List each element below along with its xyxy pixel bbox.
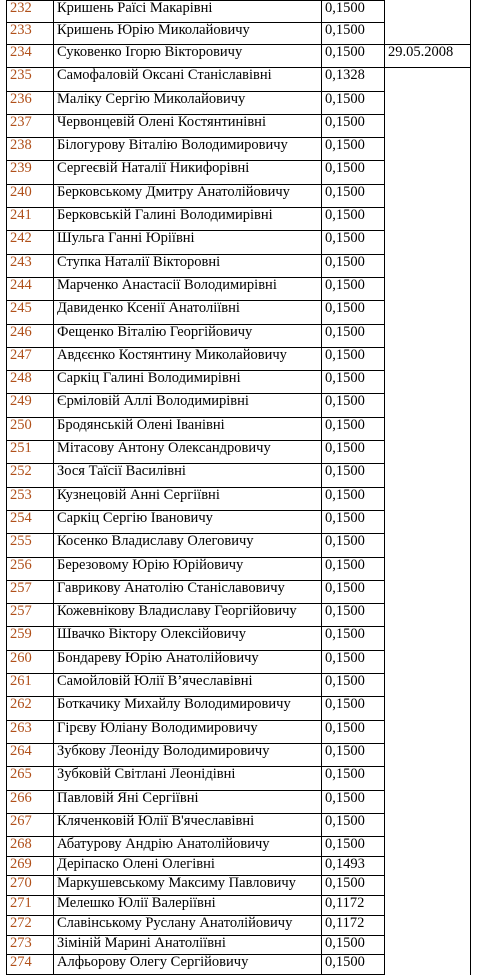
table-row — [7, 790, 471, 813]
row-number: 255 — [7, 534, 54, 557]
row-number: 232 — [7, 1, 54, 23]
plot-area: 0,1500 — [322, 743, 385, 766]
table-row — [7, 23, 471, 45]
decision-date — [385, 184, 471, 207]
table-row — [7, 324, 471, 347]
plot-area: 0,1500 — [322, 510, 385, 533]
decision-date — [385, 604, 471, 627]
table-row — [7, 935, 471, 955]
row-number: 245 — [7, 301, 54, 324]
recipient-name: Давиденко Ксенії Анатоліївні — [54, 301, 322, 324]
decision-date — [385, 720, 471, 743]
recipient-name: Єрміловій Аллі Володимирівні — [54, 394, 322, 417]
decision-date — [385, 896, 471, 916]
decision-date — [385, 650, 471, 673]
decision-date — [385, 790, 471, 813]
recipient-name: Авдєєнко Костянтину Миколайовичу — [54, 347, 322, 370]
recipient-name: Кляченковій Юлії В'ячеславівні — [54, 813, 322, 836]
table-row — [7, 876, 471, 896]
table-row — [7, 534, 471, 557]
plot-area: 0,1500 — [322, 277, 385, 300]
decision-date — [385, 254, 471, 277]
decision-date — [385, 627, 471, 650]
table-row — [7, 837, 471, 857]
table-row — [7, 604, 471, 627]
table-row — [7, 277, 471, 300]
plot-area: 0,1500 — [322, 935, 385, 955]
table-row — [7, 955, 471, 975]
plot-area: 0,1500 — [322, 301, 385, 324]
decision-date — [385, 464, 471, 487]
table-row — [7, 510, 471, 533]
recipient-name: Косенко Владиславу Олеговичу — [54, 534, 322, 557]
plot-area: 0,1500 — [322, 114, 385, 137]
table-row — [7, 767, 471, 790]
row-number: 257 — [7, 580, 54, 603]
table-row — [7, 1, 471, 23]
recipient-name: Березовому Юрію Юрійовичу — [54, 557, 322, 580]
recipient-name: Шульга Ганні Юріївні — [54, 231, 322, 254]
plot-area: 0,1493 — [322, 856, 385, 876]
recipient-name: Маркушевському Максиму Павловичу — [54, 876, 322, 896]
row-number: 260 — [7, 650, 54, 673]
table-row — [7, 231, 471, 254]
decision-date — [385, 510, 471, 533]
row-number: 248 — [7, 371, 54, 394]
decision-date — [385, 1, 471, 23]
row-number: 271 — [7, 896, 54, 916]
plot-area: 0,1500 — [322, 1, 385, 23]
decision-date — [385, 813, 471, 836]
decision-date — [385, 955, 471, 975]
recipient-name: Бродянській Олені Іванівні — [54, 417, 322, 440]
decision-date — [385, 371, 471, 394]
plot-area: 0,1500 — [322, 557, 385, 580]
recipient-name: Зося Таїсії Василівні — [54, 464, 322, 487]
plot-area: 0,1500 — [322, 720, 385, 743]
plot-area: 0,1500 — [322, 876, 385, 896]
right-border-line — [470, 0, 471, 975]
plot-area: 0,1500 — [322, 231, 385, 254]
row-number: 246 — [7, 324, 54, 347]
row-number: 273 — [7, 935, 54, 955]
table-row — [7, 627, 471, 650]
plot-area: 0,1500 — [322, 347, 385, 370]
decision-date — [385, 915, 471, 935]
plot-area: 0,1500 — [322, 697, 385, 720]
plot-area: 0,1500 — [322, 254, 385, 277]
row-number: 249 — [7, 394, 54, 417]
plot-area: 0,1500 — [322, 324, 385, 347]
recipient-name: Славінському Руслану Анатолійовичу — [54, 915, 322, 935]
recipient-name: Кузнецовій Анні Сергіївні — [54, 487, 322, 510]
row-number: 272 — [7, 915, 54, 935]
plot-area: 0,1500 — [322, 604, 385, 627]
row-number: 269 — [7, 856, 54, 876]
table-row — [7, 464, 471, 487]
decision-date — [385, 394, 471, 417]
row-number: 270 — [7, 876, 54, 896]
table-row — [7, 114, 471, 137]
table-row — [7, 441, 471, 464]
decision-date — [385, 935, 471, 955]
recipient-name: Боткачику Михайлу Володимировичу — [54, 697, 322, 720]
table-row — [7, 743, 471, 766]
row-number: 239 — [7, 161, 54, 184]
plot-area: 0,1172 — [322, 896, 385, 916]
decision-date — [385, 161, 471, 184]
decision-date — [385, 876, 471, 896]
recipient-name: Самойловій Юлії В’ячеславівні — [54, 674, 322, 697]
row-number: 242 — [7, 231, 54, 254]
row-number: 257 — [7, 604, 54, 627]
table-row — [7, 394, 471, 417]
table-row — [7, 184, 471, 207]
plot-area: 0,1500 — [322, 627, 385, 650]
plot-area: 0,1500 — [322, 837, 385, 857]
row-number: 237 — [7, 114, 54, 137]
recipient-name: Червонцевій Олені Костянтинівні — [54, 114, 322, 137]
table-row — [7, 91, 471, 114]
table-row — [7, 161, 471, 184]
plot-area: 0,1172 — [322, 915, 385, 935]
row-number: 259 — [7, 627, 54, 650]
row-number: 241 — [7, 208, 54, 231]
table-row — [7, 347, 471, 370]
recipient-name: Саркіц Галині Володимирівні — [54, 371, 322, 394]
recipient-name: Фещенко Віталію Георгійовичу — [54, 324, 322, 347]
plot-area: 0,1500 — [322, 955, 385, 975]
plot-area: 0,1500 — [322, 161, 385, 184]
row-number: 240 — [7, 184, 54, 207]
decision-date — [385, 580, 471, 603]
decision-date — [385, 837, 471, 857]
plot-area: 0,1500 — [322, 138, 385, 161]
row-number: 238 — [7, 138, 54, 161]
recipient-name: Берковській Галині Володимирівні — [54, 208, 322, 231]
recipient-name: Суковенко Ігорю Вікторовичу — [54, 45, 322, 68]
recipient-name: Алфьорову Олегу Сергійовичу — [54, 955, 322, 975]
recipient-name: Абатурову Андрію Анатолійовичу — [54, 837, 322, 857]
table-row — [7, 254, 471, 277]
table-body — [7, 1, 471, 975]
recipient-name: Павловій Яні Сергіївні — [54, 790, 322, 813]
decision-date — [385, 301, 471, 324]
plot-area: 0,1500 — [322, 464, 385, 487]
decision-date — [385, 557, 471, 580]
recipient-name: Гаврикову Анатолію Станіславовичу — [54, 580, 322, 603]
decision-date — [385, 347, 471, 370]
table-row — [7, 557, 471, 580]
row-number: 266 — [7, 790, 54, 813]
decision-date — [385, 138, 471, 161]
plot-area: 0,1500 — [322, 767, 385, 790]
recipient-name: Маліку Сергію Миколайовичу — [54, 91, 322, 114]
recipient-name: Зубкову Леоніду Володимировичу — [54, 743, 322, 766]
row-number: 234 — [7, 45, 54, 68]
recipient-name: Сергеєвій Наталії Никифорівні — [54, 161, 322, 184]
decision-date — [385, 674, 471, 697]
plot-area: 0,1500 — [322, 534, 385, 557]
row-number: 253 — [7, 487, 54, 510]
plot-area: 0,1500 — [322, 580, 385, 603]
plot-area: 0,1500 — [322, 371, 385, 394]
decision-date — [385, 487, 471, 510]
plot-area: 0,1500 — [322, 23, 385, 45]
table-row — [7, 301, 471, 324]
table-row — [7, 697, 471, 720]
row-number: 254 — [7, 510, 54, 533]
table-row — [7, 856, 471, 876]
recipient-name: Зіміній Марині Анатоліївні — [54, 935, 322, 955]
plot-area: 0,1500 — [322, 790, 385, 813]
decision-date — [385, 417, 471, 440]
recipient-name: Марченко Анастасії Володимирівні — [54, 277, 322, 300]
row-number: 235 — [7, 68, 54, 91]
row-number: 265 — [7, 767, 54, 790]
recipient-name: Кришень Раїсі Макарівні — [54, 1, 322, 23]
recipient-name: Саркіц Сергію Івановичу — [54, 510, 322, 533]
plot-area: 0,1500 — [322, 674, 385, 697]
recipient-name: Білогурову Віталію Володимировичу — [54, 138, 322, 161]
table-row — [7, 650, 471, 673]
plot-area: 0,1500 — [322, 487, 385, 510]
recipient-name: Зубковій Світлані Леонідівні — [54, 767, 322, 790]
plot-area: 0,1500 — [322, 441, 385, 464]
row-number: 268 — [7, 837, 54, 857]
table-row — [7, 915, 471, 935]
recipient-name: Гірєву Юліану Володимировичу — [54, 720, 322, 743]
table-row — [7, 45, 471, 68]
plot-area: 0,1500 — [322, 208, 385, 231]
table-row — [7, 68, 471, 91]
recipient-name: Самофаловій Оксані Станіславівні — [54, 68, 322, 91]
table-row — [7, 487, 471, 510]
table-row — [7, 580, 471, 603]
recipient-name: Кришень Юрію Миколайовичу — [54, 23, 322, 45]
decision-date — [385, 23, 471, 45]
plot-area: 0,1500 — [322, 813, 385, 836]
plot-area: 0,1500 — [322, 45, 385, 68]
recipient-name: Ступка Наталії Вікторовні — [54, 254, 322, 277]
row-number: 256 — [7, 557, 54, 580]
row-number: 236 — [7, 91, 54, 114]
decision-date — [385, 231, 471, 254]
plot-area: 0,1500 — [322, 417, 385, 440]
plot-area: 0,1500 — [322, 650, 385, 673]
decision-date — [385, 208, 471, 231]
row-number: 261 — [7, 674, 54, 697]
table-row — [7, 138, 471, 161]
row-number: 247 — [7, 347, 54, 370]
row-number: 263 — [7, 720, 54, 743]
row-number: 267 — [7, 813, 54, 836]
table-row — [7, 674, 471, 697]
decision-date — [385, 441, 471, 464]
land-allocation-table — [6, 0, 471, 975]
decision-date — [385, 743, 471, 766]
table-row — [7, 896, 471, 916]
row-number: 243 — [7, 254, 54, 277]
plot-area: 0,1500 — [322, 394, 385, 417]
table-row — [7, 813, 471, 836]
recipient-name: Швачко Віктору Олексійовичу — [54, 627, 322, 650]
decision-date — [385, 114, 471, 137]
table-row — [7, 371, 471, 394]
decision-date — [385, 324, 471, 347]
row-number: 250 — [7, 417, 54, 440]
row-number: 244 — [7, 277, 54, 300]
table-row — [7, 208, 471, 231]
decision-date — [385, 697, 471, 720]
decision-date — [385, 767, 471, 790]
table-row — [7, 417, 471, 440]
table-row — [7, 720, 471, 743]
recipient-name: Мітасову Антону Олександровичу — [54, 441, 322, 464]
decision-date — [385, 534, 471, 557]
decision-date — [385, 91, 471, 114]
row-number: 252 — [7, 464, 54, 487]
recipient-name: Берковському Дмитру Анатолійовичу — [54, 184, 322, 207]
row-number: 233 — [7, 23, 54, 45]
recipient-name: Бондареву Юрію Анатолійовичу — [54, 650, 322, 673]
row-number: 264 — [7, 743, 54, 766]
decision-date — [385, 856, 471, 876]
decision-date: 29.05.2008 — [385, 45, 471, 68]
row-number: 262 — [7, 697, 54, 720]
row-number: 251 — [7, 441, 54, 464]
plot-area: 0,1500 — [322, 91, 385, 114]
decision-date — [385, 277, 471, 300]
plot-area: 0,1500 — [322, 184, 385, 207]
decision-date — [385, 68, 471, 91]
plot-area: 0,1328 — [322, 68, 385, 91]
recipient-name: Мелешко Юлії Валеріївні — [54, 896, 322, 916]
row-number: 274 — [7, 955, 54, 975]
recipient-name: Кожевнікову Владиславу Георгійовичу — [54, 604, 322, 627]
recipient-name: Деріпаско Олені Олегівні — [54, 856, 322, 876]
